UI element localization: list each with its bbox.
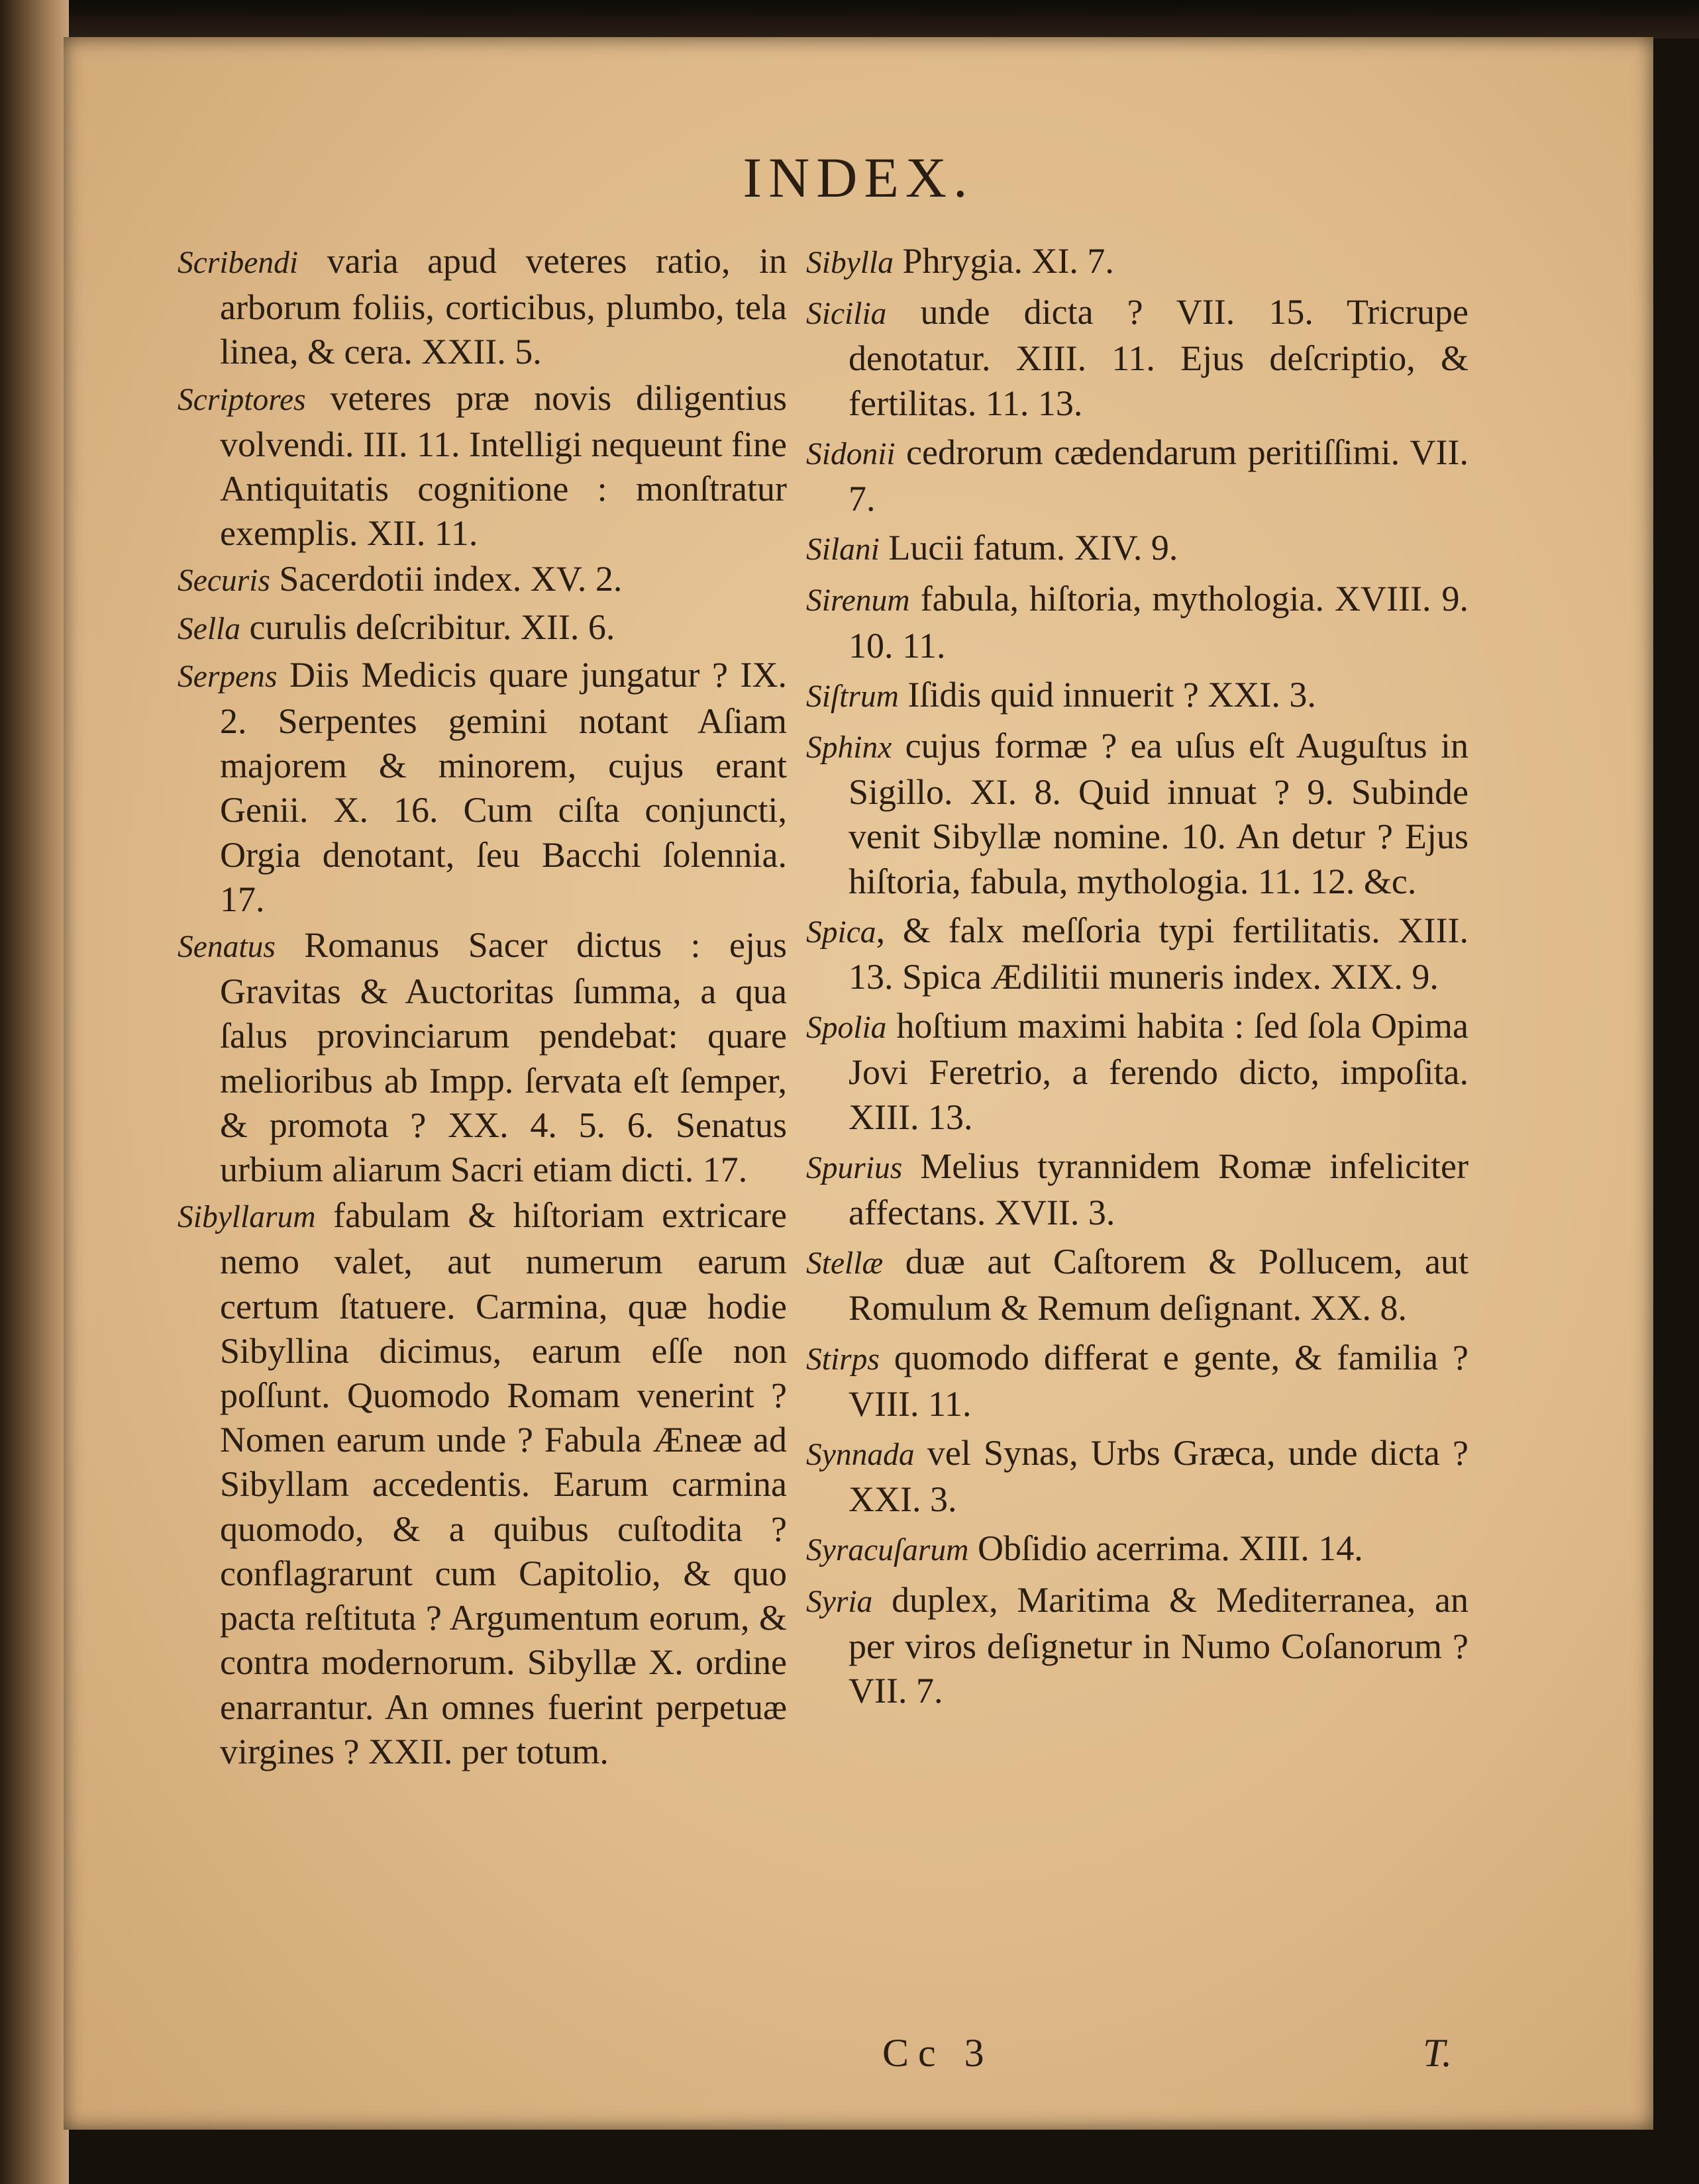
entry-headword: Scribendi [178,246,299,280]
entry-text: cujus formæ ? ea uſus eſt Auguſtus in Sigillo. XI. 8. Quid innuat ? 9. Subinde venit Sibyllæ nomine. 10. An detur ? Ejus hiſtoria, fabula, mythologia. 11. 12. &c. [849,726,1468,901]
entry-headword: Sphinx [806,730,892,766]
entry-headword: Spica [806,915,876,950]
entry-text: Iſidis quid innuerit ? XXI. 3. [898,674,1316,715]
entry-text: duplex, Maritima & Mediterranea, an per viros deſignetur in Numo Coſanorum ? VII. 7. [849,1579,1468,1711]
entry-headword: Spurius [806,1150,903,1185]
entry-headword: Stirps [806,1342,880,1377]
index-entry [806,430,1468,521]
entry-headword: Stellæ [806,1246,884,1281]
right-column [806,239,1468,1713]
entry-text: cedrorum cædendarum peritiſſimi. VII. 7. [849,432,1468,519]
index-entry [806,1578,1468,1714]
index-entry [806,909,1468,999]
entry-headword: Scriptores [178,382,306,417]
entry-headword: Serpens [178,659,278,694]
entry-text: Sacerdotii index. XV. 2. [270,559,623,599]
index-entry [178,653,787,922]
entry-text: Lucii fatum. XIV. 9. [879,528,1178,568]
entry-headword: Sibylla [806,246,894,280]
top-background [0,0,1699,38]
entry-headword: Sicilia [806,297,887,332]
entry-text: Diis Medicis quare jungatur ? IX. 2. Serpentes gemini notant Aſiam majorem & minorem, cujus erant Genii. X. 16. Cum ciſta conjuncti, Orgia denotant, ſeu Bacchi ſolennia. 17. [220,654,787,919]
index-entry [178,557,787,603]
entry-headword: Spolia [806,1011,887,1046]
book-page [64,37,1653,2130]
left-column [178,239,787,1774]
index-entry [178,1193,787,1774]
catchword: T. [1423,2031,1452,2075]
entry-text: hoſtium maximi habita : ſed ſola Opima Jovi Feretrio, a ferendo dicto, impoſita. XIII. 13. [849,1006,1468,1137]
entry-headword: Sibyllarum [178,1200,316,1235]
index-entry [806,1431,1468,1522]
entry-headword: Synnada [806,1438,915,1473]
index-entry [178,376,787,556]
entry-text: unde dicta ? VII. 15. Tricruре denotatur. XIII. 11. Ejus deſcriptio, & fertilitas. 11. 13. [849,292,1468,423]
entry-headword: Securis [178,564,270,599]
entry-text: vel Synas, Urbs Græca, unde dicta ? XXI. 3. [849,1433,1468,1520]
entry-text: Obſidio acerrima. XIII. 14. [968,1528,1363,1569]
entry-text: duæ aut Caſtorem & Pollucem, aut Romulum & Remum deſignant. XX. 8. [849,1242,1468,1328]
index-entry [806,1240,1468,1330]
index-entry [178,923,787,1192]
index-entry [806,1144,1468,1235]
entry-text: varia apud veteres ratio, in arborum foliis, corticibus, plumbo, tela linea, & cera. XXII. 5. [220,241,787,372]
entry-text: veteres præ novis diligentius volvendi. III. 11. Intelligi nequeunt fine Antiquitatis cognitione : monſtratur exemplis. XII. 11. [220,377,787,554]
entry-text: , & falx meſſoria typi fertilitatis. XIII. 13. Spica Ædilitii muneris index. XIX. 9. [849,910,1468,997]
index-entry [806,290,1468,426]
index-entry [806,1336,1468,1426]
index-entry [806,1004,1468,1140]
entry-headword: Sidonii [806,436,896,472]
index-entry [806,724,1468,904]
page-title: INDEX. [743,146,974,209]
index-entry [806,673,1468,719]
entry-headword: Syria [806,1584,873,1619]
index-entry [178,605,787,652]
entry-text: curulis deſcribitur. XII. 6. [240,607,615,647]
entry-headword: Syracuſarum [806,1533,969,1568]
index-entry [806,577,1468,668]
signature-mark: Cc 3 [882,2031,994,2075]
entry-headword: Siſtrum [806,679,899,714]
index-entry [806,1526,1468,1573]
entry-text: Phrygia. XI. 7. [893,241,1114,281]
entry-text: Melius tyrannidem Romæ infeliciter affectans. XVII. 3. [849,1146,1468,1233]
entry-headword: Silani [806,532,880,568]
entry-headword: Sella [178,611,241,646]
entry-text: fabula, hiſtoria, mythologia. XVIII. 9. 10. 11. [849,579,1468,666]
entry-headword: Senatus [178,930,276,965]
index-entry [806,239,1468,285]
entry-headword: Sirenum [806,583,910,619]
entry-text: Romanus Sacer dictus : ejus Gravitas & Auctoritas ſumma, a qua ſalus provinciarum pendebat: quare melioribus ab Impp. ſervata eſt ſemper, & promota ? XX. 4. 5. 6. Senatus urbium aliarum Sacri etiam dicti. 17. [220,925,787,1190]
index-entry [178,239,787,375]
entry-text: fabulam & hiſtoriam extricare nemo valet, aut numerum earum certum ſtatuere. Carmina, quæ hodie Sibyllina dicimus, earum eſſe non poſſunt. Quomodo Romam venerint ? Nomen earum unde ? Fabula Æneæ ad Sibyllam accedentis. Earum carmina quomodo, & a quibus cuſtodita ? conflagrarunt cum Capitolio, & quo pacta reſtituta ? Argumentum eorum, & contra modernorum. Sibyllæ X. ordine enarrantur. An omnes fuerint perpetuæ virgines ? XXII. per totum. [220,1195,787,1771]
book-gutter [0,0,69,2184]
index-entry [806,526,1468,572]
entry-text: quomodo differat e gente, & familia ? VIII. 11. [849,1337,1468,1424]
